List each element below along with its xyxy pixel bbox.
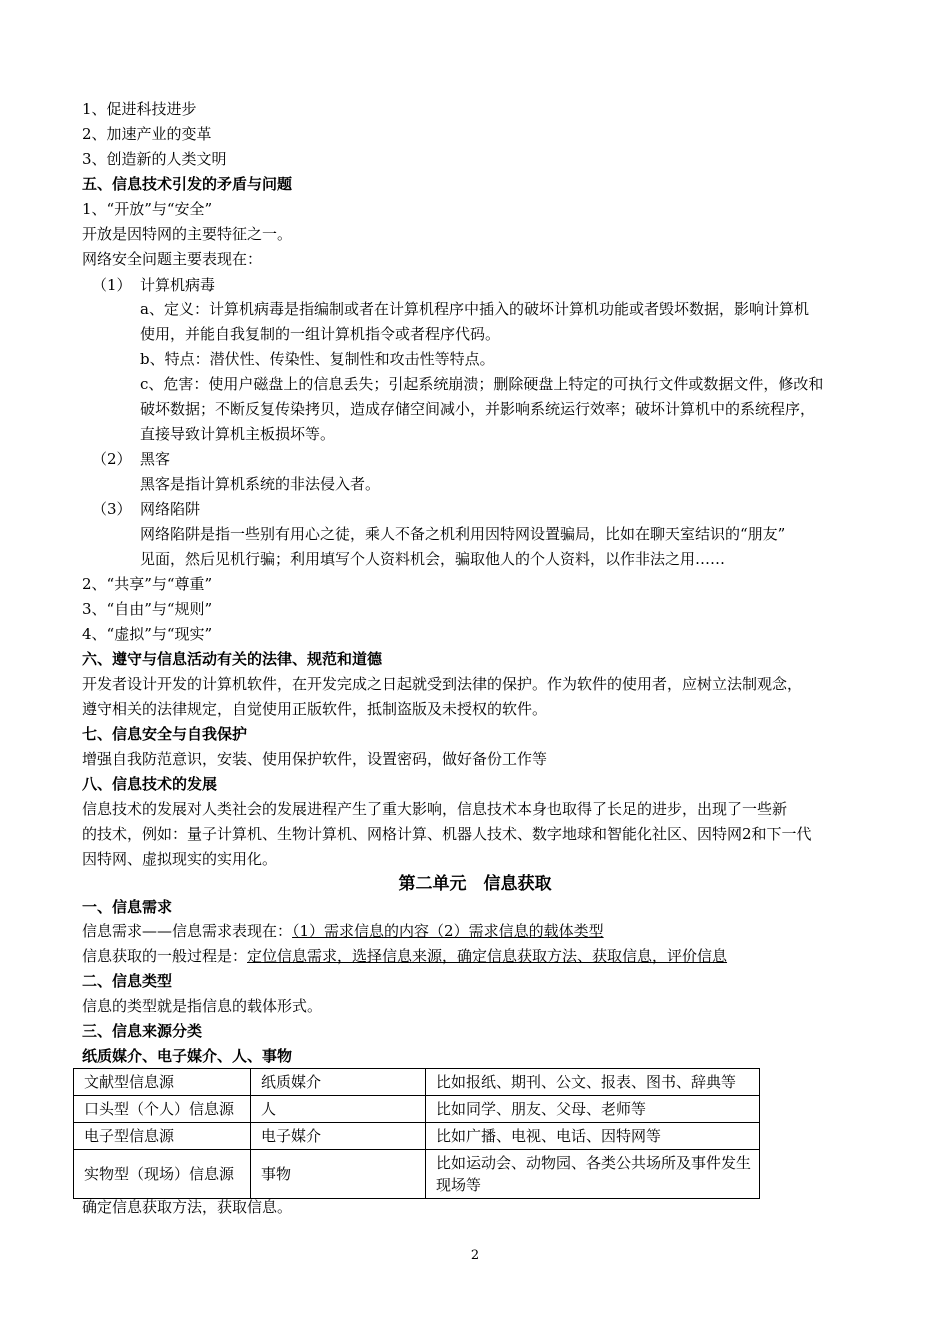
section-heading: 五、信息技术引发的矛盾与问题 (82, 175, 293, 193)
section-heading: 二、信息类型 (82, 972, 173, 990)
item-number: （2） (92, 450, 132, 468)
section-heading: 六、遵守与信息活动有关的法律、规范和道德 (82, 650, 383, 668)
text-span: 信息需求——信息需求表现在： (82, 922, 293, 940)
table-row (74, 1150, 760, 1199)
table-row (74, 1096, 760, 1123)
text-line: 直接导致计算机主板损坏等。 (140, 425, 336, 443)
text-line: 的技术，例如：量子计算机、生物计算机、网格计算、机器人技术、数字地球和智能化社区、因特网2和下一代 (82, 825, 812, 843)
table-cell: 比如报纸、期刊、公文、报表、图书、辞典等 (426, 1069, 760, 1096)
text-line: 见面，然后见机行骗；利用填写个人资料机会，骗取他人的个人资料，以作非法之用…… (140, 550, 726, 568)
underlined-text: 定位信息需求，选择信息来源，确定信息获取方法、获取信息，评价信息 (247, 947, 728, 965)
text-line: 3、“自由”与“规则” (82, 600, 213, 618)
text-line: 2、加速产业的变革 (82, 125, 212, 143)
text-line: a、定义：计算机病毒是指编制或者在计算机程序中插入的破坏计算机功能或者毁坏数据，影响计算机 (140, 300, 809, 318)
table-cell: 纸质媒介 (251, 1069, 426, 1096)
unit-title: 第二单元 信息获取 (398, 874, 552, 894)
section-heading: 七、信息安全与自我保护 (82, 725, 248, 743)
table-row (74, 1069, 760, 1096)
underlined-text: （1）需求信息的内容（2）需求信息的载体类型 (292, 922, 604, 940)
text-span: 信息获取的一般过程是： (82, 947, 248, 965)
text-line: 确定信息获取方法，获取信息。 (82, 1198, 293, 1216)
section-heading: 三、信息来源分类 (82, 1022, 203, 1040)
table-cell: 人 (251, 1096, 426, 1123)
table-cell: 比如广播、电视、电话、因特网等 (426, 1123, 760, 1150)
item-number: （3） (92, 500, 132, 518)
text-line: 信息技术的发展对人类社会的发展进程产生了重大影响，信息技术本身也取得了长足的进步，出现了一些新 (82, 800, 788, 818)
info-source-table (73, 1068, 760, 1199)
text-line: c、危害：使用户磁盘上的信息丢失；引起系统崩溃；删除硬盘上特定的可执行文件或数据文件，修改和 (140, 375, 824, 393)
section-heading: 一、信息需求 (82, 898, 173, 916)
text-line: 4、“虚拟”与“现实” (82, 625, 213, 643)
table-cell: 事物 (251, 1150, 426, 1199)
text-line: 开放是因特网的主要特征之一。 (82, 225, 293, 243)
item-title: 计算机病毒 (140, 276, 216, 294)
text-line: 1、促进科技进步 (82, 100, 197, 118)
text-line: 2、“共享”与“尊重” (82, 575, 213, 593)
text-line: 开发者设计开发的计算机软件，在开发完成之日起就受到法律的保护。作为软件的使用者，应树立法制观念， (82, 675, 803, 693)
table-cell: 电子媒介 (251, 1123, 426, 1150)
text-line: 1、“开放”与“安全” (82, 200, 213, 218)
text-line: 增强自我防范意识，安装、使用保护软件，设置密码，做好备份工作等 (82, 750, 548, 768)
text-line: 因特网、虚拟现实的实用化。 (82, 850, 278, 868)
text-line: 破坏数据；不断反复传染拷贝，造成存储空间减小，并影响系统运行效率；破坏计算机中的系统程序， (140, 400, 816, 418)
text-line: 信息的类型就是指信息的载体形式。 (82, 997, 323, 1015)
sub-heading: 纸质媒介、电子媒介、人、事物 (82, 1047, 293, 1065)
text-line: 网络安全问题主要表现在： (82, 250, 263, 268)
item-number: （1） (92, 276, 132, 294)
text-line: 网络陷阱是指一些别有用心之徒，乘人不备之机利用因特网设置骗局，比如在聊天室结识的“朋友” (140, 525, 786, 543)
item-title: 黑客 (140, 450, 171, 468)
text-line: 黑客是指计算机系统的非法侵入者。 (140, 475, 381, 493)
item-title: 网络陷阱 (140, 500, 201, 518)
table-cell: 文献型信息源 (74, 1069, 251, 1096)
page-number: 2 (470, 1248, 480, 1263)
table-cell: 比如同学、朋友、父母、老师等 (426, 1096, 760, 1123)
table-cell: 实物型（现场）信息源 (74, 1150, 251, 1199)
table-cell: 比如运动会、动物园、各类公共场所及事件发生现场等 (426, 1150, 760, 1199)
table-row (74, 1123, 760, 1150)
section-heading: 八、信息技术的发展 (82, 775, 218, 793)
table-cell: 电子型信息源 (74, 1123, 251, 1150)
text-line: b、特点：潜伏性、传染性、复制性和攻击性等特点。 (140, 350, 495, 368)
text-line: 遵守相关的法律规定，自觉使用正版软件，抵制盗版及未授权的软件。 (82, 700, 548, 718)
text-line: 使用，并能自我复制的一组计算机指令或者程序代码。 (140, 325, 501, 343)
text-line (82, 947, 727, 965)
table-cell: 口头型（个人）信息源 (74, 1096, 251, 1123)
text-line (82, 922, 604, 940)
text-line: 3、创造新的人类文明 (82, 150, 227, 168)
